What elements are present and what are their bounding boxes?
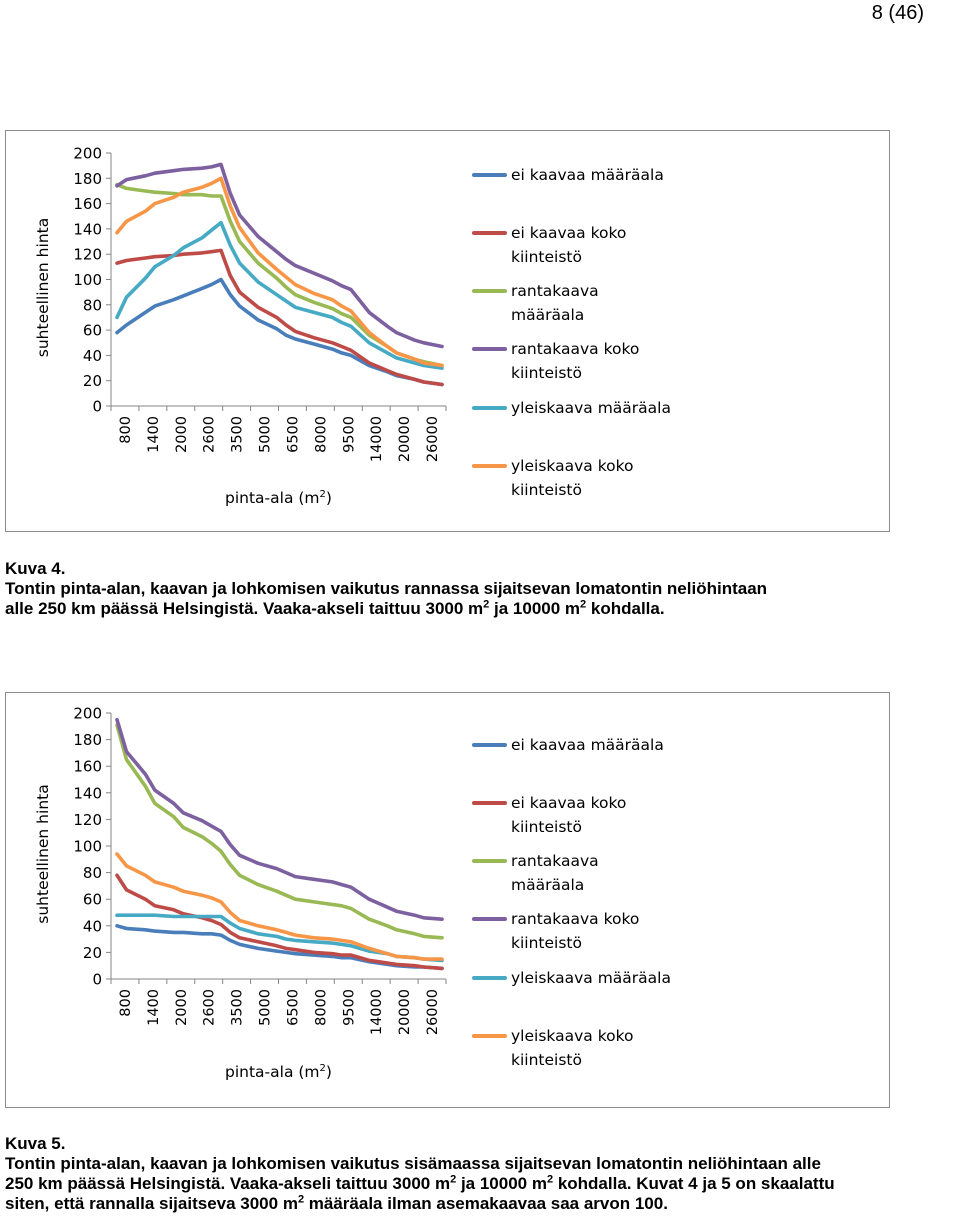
caption-superscript: 2 [580,598,587,611]
y-tick-label: 160 [73,195,102,214]
legend-label: yleiskaava määräala [511,969,671,987]
y-tick-label: 60 [82,890,102,909]
caption-kuva-5 [5,1134,835,1214]
legend-swatch [472,976,507,980]
series-line-3 [117,725,442,938]
x-tick-label: 1400 [145,989,162,1026]
legend-label: rantakaava koko kiinteistö [511,340,640,382]
legend-swatch [472,1034,507,1038]
caption-text: määräala ilman asemakaavaa saa arvon 100. [304,1194,668,1213]
legend-label: ei kaavaa koko kiinteistö [511,224,627,266]
y-tick-label: 60 [82,321,102,340]
legend-label: yleiskaava koko kiinteistö [511,1027,634,1069]
y-tick-label: 140 [73,784,102,803]
legend-label: rantakaava määräala [511,282,599,324]
chart-kuva-5 [5,692,890,1108]
legend-label: yleiskaava koko kiinteistö [511,457,634,499]
x-axis-label: pinta-ala $(m^2)$ [225,489,332,507]
y-tick-label: 40 [82,346,102,365]
chart-kuva-4-plot [6,131,889,531]
series-line-4 [117,720,442,920]
y-tick-label: 20 [82,943,102,962]
y-tick-label: 120 [73,810,102,829]
x-tick-label: 6500 [285,416,302,453]
series-line-6 [117,178,442,365]
caption-text: ja 10000 m [489,599,581,618]
legend-swatch [472,464,507,468]
x-tick-label: 5000 [257,416,274,453]
x-tick-label: 800 [117,989,134,1017]
legend-label: ei kaavaa määräala [511,166,664,184]
legend-swatch [472,743,507,747]
legend-label: ei kaavaa määräala [511,736,664,754]
legend-label: yleiskaava määräala [511,399,671,417]
y-tick-label: 200 [73,144,102,163]
caption-superscript: 2 [546,1173,554,1186]
x-tick-label: 9500 [341,416,358,453]
y-tick-label: 20 [82,372,102,391]
y-tick-label: 100 [73,271,102,289]
x-tick-label: 14000 [369,989,386,1036]
x-tick-label: 2600 [201,416,218,453]
y-axis-label: suhteellinen hinta [34,217,52,358]
caption-title: Kuva 5. [5,1134,66,1153]
series-line-3 [117,185,442,366]
y-tick-label: 0 [92,397,102,416]
caption-superscript: 2 [450,1173,457,1186]
caption-superscript: 2 [297,1193,305,1206]
x-tick-label: 6500 [285,989,302,1026]
legend-label: rantakaava määräala [511,852,599,894]
x-tick-label: 2600 [201,989,218,1026]
legend-swatch [472,347,507,351]
x-tick-label: 9500 [341,989,358,1026]
y-axis-label: suhteellinen hinta [34,784,52,924]
caption-text: kohdalla. [586,599,665,618]
chart-kuva-5-plot [6,693,889,1107]
x-tick-label: 14000 [369,416,386,463]
series-line-5 [117,223,442,369]
y-tick-label: 120 [73,245,102,264]
x-tick-label: 1400 [145,416,162,453]
y-tick-label: 140 [73,220,102,239]
y-tick-label: 0 [92,970,102,989]
caption-title: Kuva 4. [5,559,66,578]
legend-swatch [472,917,507,921]
caption-text: Tontin pinta-alan, kaavan ja lohkomisen vaikutus rannassa sijaitsevan lomatontin neliöhintaan [5,579,768,598]
caption-kuva-4 [5,559,767,619]
y-tick-label: 80 [82,296,102,315]
caption-text: kohdalla. Kuvat 4 ja 5 on skaalattu [553,1174,835,1193]
x-tick-label: 2000 [173,416,190,453]
x-tick-label: 8000 [313,989,330,1026]
y-tick-label: 200 [73,704,102,723]
x-tick-label: 26000 [425,416,442,463]
legend-swatch [472,406,507,410]
legend-swatch [472,173,507,177]
x-tick-label: 26000 [425,989,442,1036]
legend-swatch [472,859,507,863]
y-tick-label: 180 [73,169,102,188]
y-tick-label: 160 [73,757,102,776]
caption-text: alle 250 km päässä Helsingistä. Vaaka-akseli taittuu 3000 m [5,599,484,618]
y-tick-label: 80 [82,864,102,883]
y-tick-label: 100 [73,837,102,856]
chart-kuva-4 [5,130,890,532]
x-tick-label: 2000 [173,989,190,1026]
page-number: 8 (46) [871,2,924,24]
x-tick-label: 3500 [229,416,246,453]
legend-swatch [472,231,507,235]
x-tick-label: 20000 [397,416,414,463]
caption-text: ja 10000 m [456,1174,547,1193]
caption-text: 250 km päässä Helsingistä. Vaaka-akseli taittuu 3000 m [5,1174,451,1193]
caption-text: Tontin pinta-alan, kaavan ja lohkomisen vaikutus sisämaassa sijaitsevan lomatontin neliöhintaan alle [5,1154,821,1173]
legend-label: ei kaavaa koko kiinteistö [511,794,627,836]
x-tick-label: 3500 [229,989,246,1026]
legend-swatch [472,289,507,293]
x-tick-label: 5000 [257,989,274,1026]
x-axis-label: pinta-ala $(m^2)$ [225,1063,332,1081]
y-tick-label: 40 [82,917,102,936]
caption-text: siten, että rannalla sijaitseva 3000 m [5,1194,298,1213]
x-tick-label: 8000 [313,416,330,453]
x-tick-label: 800 [117,416,134,444]
x-tick-label: 20000 [397,989,414,1036]
legend-label: rantakaava koko kiinteistö [511,910,640,952]
y-tick-label: 180 [73,731,102,750]
caption-superscript: 2 [483,598,490,611]
legend-swatch [472,801,507,805]
